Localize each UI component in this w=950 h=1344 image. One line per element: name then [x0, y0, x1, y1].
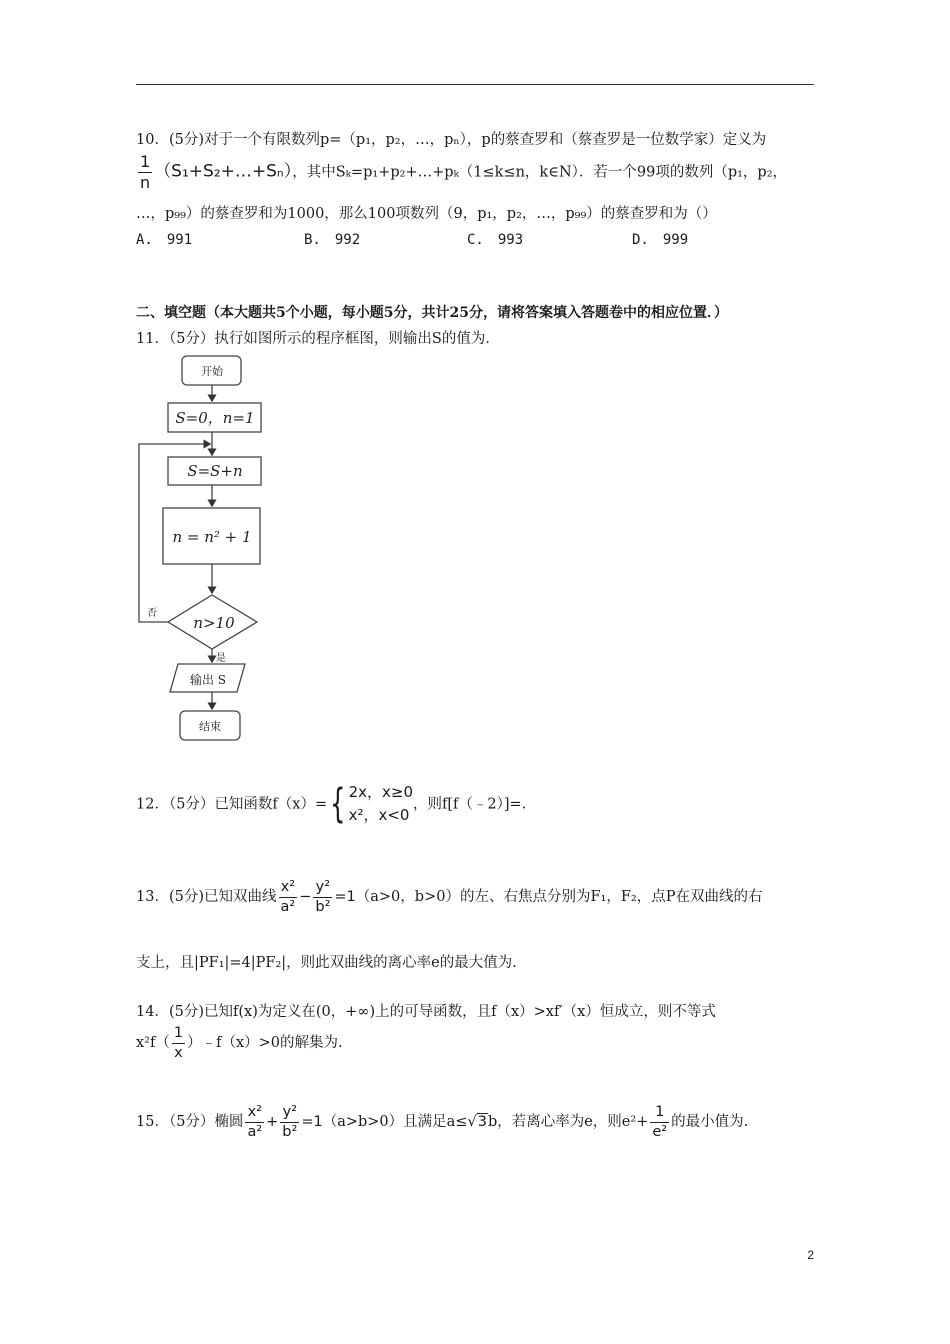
flow-output-label: 输出 S — [189, 673, 227, 687]
q13-rest: （a>0，b>0）的左、右焦点分别为F₁，F₂，点P在双曲线的右 — [355, 889, 763, 905]
q15-frac3 — [650, 1105, 669, 1139]
q13-frac1-den: a² — [280, 898, 296, 915]
q15-plus: + — [266, 1114, 279, 1130]
q13-eq: =1 — [334, 889, 356, 905]
q12-suffix: ，则f[f（﹣2）]=. — [413, 796, 527, 813]
q15-mid: （a>b>0）且满足a≤ — [322, 1114, 468, 1130]
q14-frac — [172, 1026, 185, 1060]
q14-frac-den: x — [174, 1044, 183, 1061]
q14-prefix: x²f（ — [136, 1035, 170, 1051]
q15-frac2-den: b² — [282, 1123, 298, 1140]
q13-frac2 — [313, 880, 332, 914]
q15-frac2-num: y² — [280, 1105, 299, 1123]
q10-option-c: C. 993 — [467, 232, 524, 248]
q10-option-a: A. 991 — [136, 232, 193, 248]
q10-fraction — [138, 154, 152, 191]
q15-frac1 — [245, 1105, 264, 1139]
q10-sum-expr: （S₁+S₂+…+Sₙ） — [154, 161, 293, 182]
q13-frac2-num: y² — [313, 880, 332, 898]
q10-frac-num: 1 — [140, 152, 151, 171]
q10-line2-rest: ，其中Sₖ=p₁+p₂+…+pₖ（1≤k≤n，k∈N）．若一个99项的数列（p₁，p₂， — [292, 164, 788, 181]
flow-yes-label: 是 — [216, 653, 226, 664]
q13-minus: − — [299, 889, 312, 905]
q14-line1: 14．(5分)已知f(x)为定义在(0，+∞)上的可导函数，且f（x）>xf′（x）恒成立，则不等式 — [136, 1004, 716, 1020]
q14-line2 — [136, 1026, 343, 1060]
q15-eq: =1 — [301, 1114, 323, 1130]
section2-heading: 二、填空题（本大题共5个小题，每小题5分，共计25分，请将答案填入答题卷中的相应位置．） — [136, 305, 728, 321]
q15-tail: 的最小值为. — [671, 1114, 749, 1130]
q10-line2 — [136, 154, 787, 191]
q10-option-b: B. 992 — [304, 232, 361, 248]
page-number: 2 — [807, 1248, 814, 1262]
flow-init-label: S=0，n=1 — [175, 409, 255, 427]
q10-line1: 10．(5分)对于一个有限数列p=（p₁，p₂，…，pₙ），p的蔡查罗和（蔡查罗是一位数学家）定义为 — [136, 132, 767, 148]
q13-line2: 支上，且|PF₁|=4|PF₂|，则此双曲线的离心率e的最大值为. — [136, 955, 517, 971]
flow-start-label: 开始 — [201, 365, 223, 378]
header-rule — [136, 84, 814, 85]
q15-line — [136, 1105, 748, 1139]
q13-prefix: 13．(5分)已知双曲线 — [136, 889, 277, 905]
flow-condition-label: n>10 — [193, 614, 235, 632]
q15-frac1-den: a² — [247, 1123, 263, 1140]
q12-case2: x²，x<0 — [348, 806, 410, 825]
q12-case1: 2x，x≥0 — [348, 783, 413, 801]
q15-frac2 — [280, 1105, 299, 1139]
q12-prefix: 12．（5分）已知函数f（x）= — [136, 796, 328, 813]
flow-step1-label: S=S+n — [187, 462, 243, 480]
flowchart — [130, 350, 280, 746]
q15-frac3-num: 1 — [650, 1105, 669, 1123]
q12-line — [136, 781, 526, 828]
q12-cases — [349, 781, 413, 828]
q15-frac3-den: e² — [652, 1123, 668, 1140]
q13-frac2-den: b² — [315, 898, 331, 915]
q15-prefix: 15．（5分）椭圆 — [136, 1114, 244, 1130]
q13-frac1 — [279, 880, 298, 914]
q10-option-d: D. 999 — [632, 232, 689, 248]
q15-sqrt-sign: √ — [467, 1114, 477, 1130]
q15-frac1-num: x² — [245, 1105, 264, 1123]
flow-no-label: 否 — [147, 608, 157, 619]
flow-step2-label: n = n² + 1 — [172, 528, 252, 546]
q14-frac-num: 1 — [172, 1026, 185, 1044]
q10-options — [136, 229, 736, 249]
q10-frac-den: n — [140, 173, 151, 192]
q13-line1 — [136, 880, 762, 914]
q13-frac1-num: x² — [279, 880, 298, 898]
q12-brace: { — [330, 781, 346, 828]
flow-end-label: 结束 — [199, 720, 221, 733]
q11-text: 11．（5分）执行如图所示的程序框图，则输出S的值为． — [136, 331, 500, 347]
q15-after: b，若离心率为e，则e²+ — [487, 1114, 649, 1130]
q10-line3: …，p₉₉）的蔡查罗和为1000，那么100项数列（9，p₁，p₂，…，p₉₉）的蔡查罗和为（） — [136, 206, 717, 222]
q14-suffix: ）﹣f（x）>0的解集为. — [187, 1035, 343, 1051]
q15-sqrt-value: 3 — [477, 1114, 487, 1130]
